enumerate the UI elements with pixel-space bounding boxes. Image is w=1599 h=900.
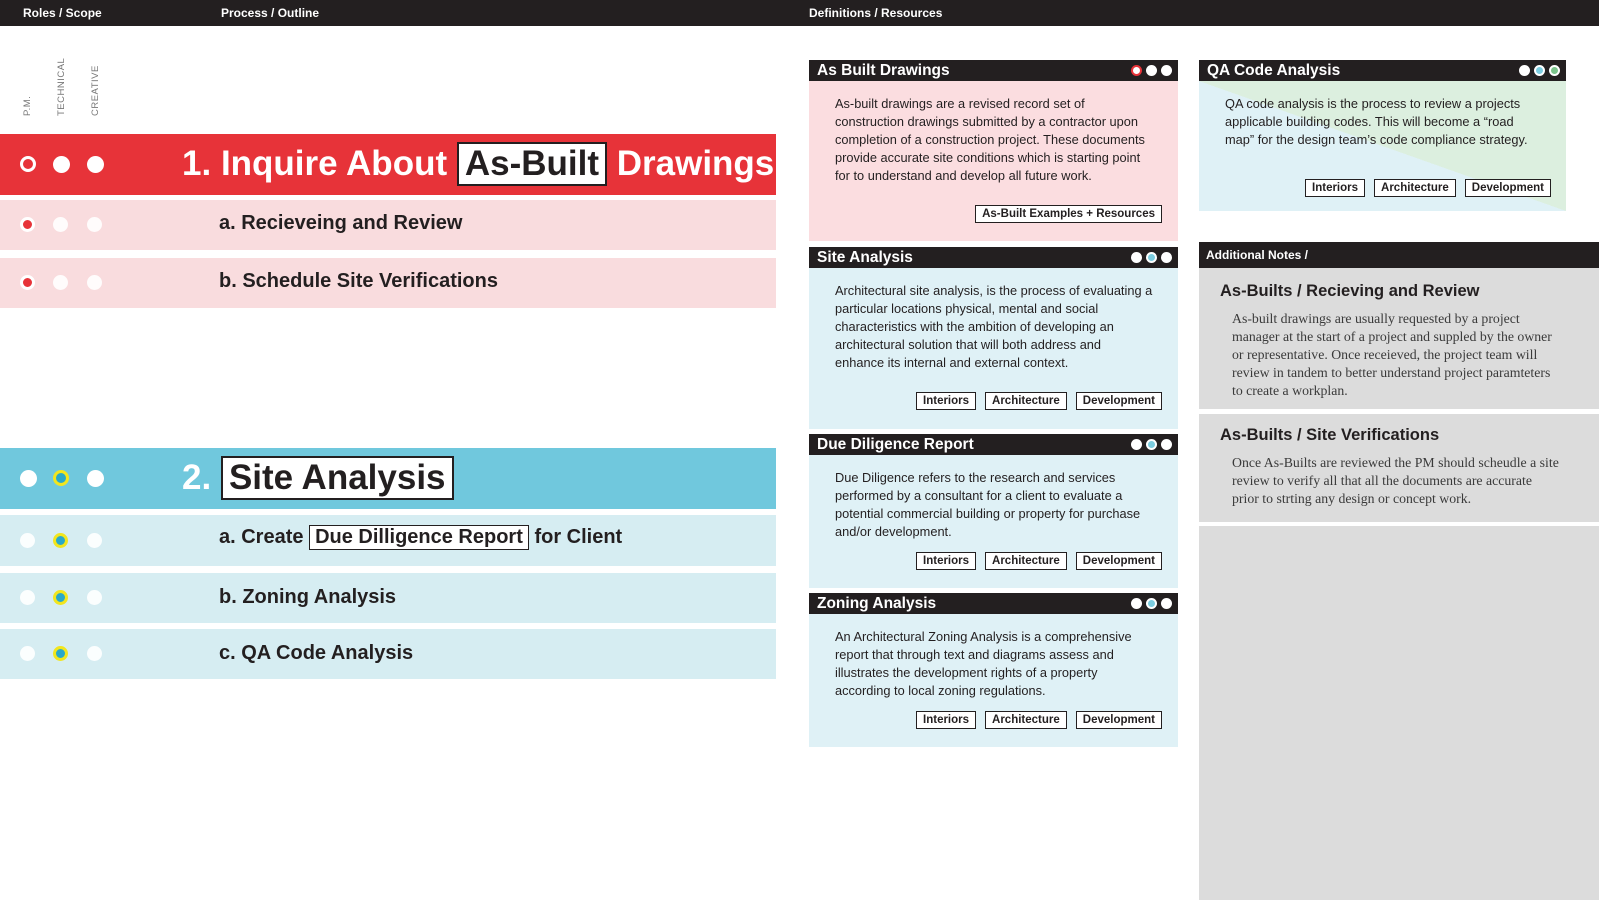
note-title: As-Builts / Site Verifications [1220,426,1440,444]
pm-role-dot [20,275,35,290]
creative-role-dot [87,275,102,290]
step-1b-row[interactable] [0,258,776,308]
role-dots [1131,598,1172,609]
step-2a-prefix: a. Create [219,526,304,548]
tag-architecture[interactable]: Architecture [985,711,1067,729]
pm-role-dot [20,533,35,548]
step-1-row[interactable] [0,134,776,195]
as-built-link[interactable]: As-Built [457,142,607,186]
process-outline-label: Process / Outline [221,6,320,20]
pm-role-dot [1131,252,1142,263]
due-diligence-report-card [809,434,1178,588]
technical-role-dot [1534,65,1545,76]
card-title [809,247,1178,268]
technical-role-dot [53,470,69,486]
step-2c-title: c. QA Code Analysis [219,642,414,664]
card-title-text: QA Code Analysis [1207,62,1341,79]
zoning-analysis-card [809,593,1178,747]
role-technical-label: TECHNICAL [56,57,67,116]
technical-role-dot [1146,598,1157,609]
creative-role-dot [1161,598,1172,609]
creative-role-dot [87,590,102,605]
creative-role-dot [1161,439,1172,450]
note-text: Once As-Builts are reviewed the PM should scheudle a site review to verify all that all the documents are accurate prior to strting any design or concept work. [1232,455,1559,506]
card-tags [916,552,1162,570]
step-2a-row[interactable] [0,515,776,566]
pm-role-dot [1131,598,1142,609]
card-title-text: Site Analysis [817,249,913,266]
role-dots [1131,252,1172,263]
step-1-suffix: Drawings [616,144,775,183]
card-description: Architectural site analysis, is the process of evaluating a particular locations physical, mental and social characteristics with the ambition of developing an architectural solution that will both address and enhance its internal and external context. [835,283,1153,370]
tag-development[interactable]: Development [1076,711,1162,729]
step-2c-row[interactable] [0,629,776,679]
creative-role-dot [1161,252,1172,263]
card-tags [916,392,1162,410]
qa-code-analysis-card [1199,60,1566,211]
technical-role-dot [1146,439,1157,450]
tag-interiors[interactable]: Interiors [916,711,976,729]
card-body [809,268,1178,429]
card-description: An Architectural Zoning Analysis is a comprehensive report that through text and diagrams assess and illustrates the development rights of a property according to local zoning regulations. [835,629,1132,698]
tag-interiors[interactable]: Interiors [916,552,976,570]
role-dots [1131,65,1172,76]
tag-architecture[interactable]: Architecture [985,392,1067,410]
technical-role-dot [1146,252,1157,263]
creative-role-dot [1161,65,1172,76]
card-title [809,593,1178,614]
step-1-prefix: Inquire About [220,144,448,183]
due-diligence-report-link[interactable]: Due Dilligence Report [309,525,529,550]
creative-role-dot [87,217,102,232]
tag-development[interactable]: Development [1076,552,1162,570]
step-2-title [182,456,454,500]
note-title: As-Builts / Recieving and Review [1220,282,1480,300]
card-body [809,455,1178,588]
top-bar [0,0,1599,26]
technical-role-dot [1146,65,1157,76]
creative-role-dot [87,533,102,548]
tag-architecture[interactable]: Architecture [1374,179,1456,197]
pm-role-dot [20,470,37,487]
creative-role-dot [87,470,104,487]
site-analysis-card [809,247,1178,429]
card-title-text: Due Diligence Report [817,436,974,453]
step-1-title [182,142,774,186]
step-1a-title: a. Recieveing and Review [219,212,463,234]
notes-empty-panel [1199,526,1599,900]
card-title-text: Zoning Analysis [817,595,937,612]
tag-development[interactable]: Development [1465,179,1551,197]
step-2a-title [219,525,622,550]
creative-role-dot [87,646,102,661]
site-analysis-link[interactable]: Site Analysis [221,456,454,500]
role-dots [1131,439,1172,450]
technical-role-dot [53,533,68,548]
tag-architecture[interactable]: Architecture [985,552,1067,570]
card-tags [916,711,1162,729]
step-2-number: 2. [182,458,212,497]
note-site-verifications [1199,414,1599,522]
note-text: As-built drawings are usually requested by a project manager at the start of a project and suppled by the owner or representative. Once receieved, the project team will review in tandem to better understand project paramteters to create a workplan. [1232,311,1552,398]
creative-role-dot [87,156,104,173]
tag-interiors[interactable]: Interiors [916,392,976,410]
card-title-text: As Built Drawings [817,62,950,79]
card-buttons [975,205,1162,223]
step-2-row[interactable] [0,448,776,509]
pm-role-dot [20,217,35,232]
pm-role-dot [20,646,35,661]
creative-role-dot [1549,65,1560,76]
technical-role-dot [53,646,68,661]
pm-role-dot [1519,65,1530,76]
pm-role-dot [1131,65,1142,76]
card-description: As-built drawings are a revised record set of construction drawings submitted by a contractor upon completion of a construction project. These documents provide accurate site conditions which is starting point for to understand and develop all future work. [835,96,1145,183]
card-body [809,81,1178,241]
as-built-drawings-card [809,60,1178,241]
step-1b-title: b. Schedule Site Verifications [219,270,498,292]
step-1a-row[interactable] [0,200,776,250]
tag-development[interactable]: Development [1076,392,1162,410]
additional-notes-header: Additional Notes / [1199,242,1599,268]
roles-scope-label: Roles / Scope [23,6,102,20]
pm-role-dot [1131,439,1142,450]
card-title [809,434,1178,455]
step-2b-title: b. Zoning Analysis [219,586,397,608]
role-creative-label: CREATIVE [90,65,101,116]
card-tags [1305,179,1551,197]
definitions-resources-label: Definitions / Resources [809,6,943,20]
step-1-number: 1. [182,144,212,183]
role-dots [1519,65,1560,76]
card-description: Due Diligence refers to the research and services performed by a consultant for a client to evaluate a potential commercial building or property for purchase and/or development. [835,470,1141,539]
card-body [809,614,1178,747]
tag-interiors[interactable]: Interiors [1305,179,1365,197]
technical-role-dot [53,156,70,173]
step-2b-row[interactable] [0,573,776,623]
note-receiving-review [1199,268,1599,409]
step-2a-suffix: for Client [534,526,623,548]
card-description: QA code analysis is the process to review a projects applicable building codes. This will become a “road map” for the design team’s code compliance strategy. [1225,96,1528,147]
technical-role-dot [53,275,68,290]
pm-role-dot [20,590,35,605]
technical-role-dot [53,217,68,232]
as-built-resources-button[interactable]: As-Built Examples + Resources [975,205,1162,223]
technical-role-dot [53,590,68,605]
card-title [809,60,1178,81]
card-title [1199,60,1566,81]
pm-role-dot [20,156,36,172]
role-pm-label: P.M. [22,95,33,116]
card-body [1199,81,1566,211]
